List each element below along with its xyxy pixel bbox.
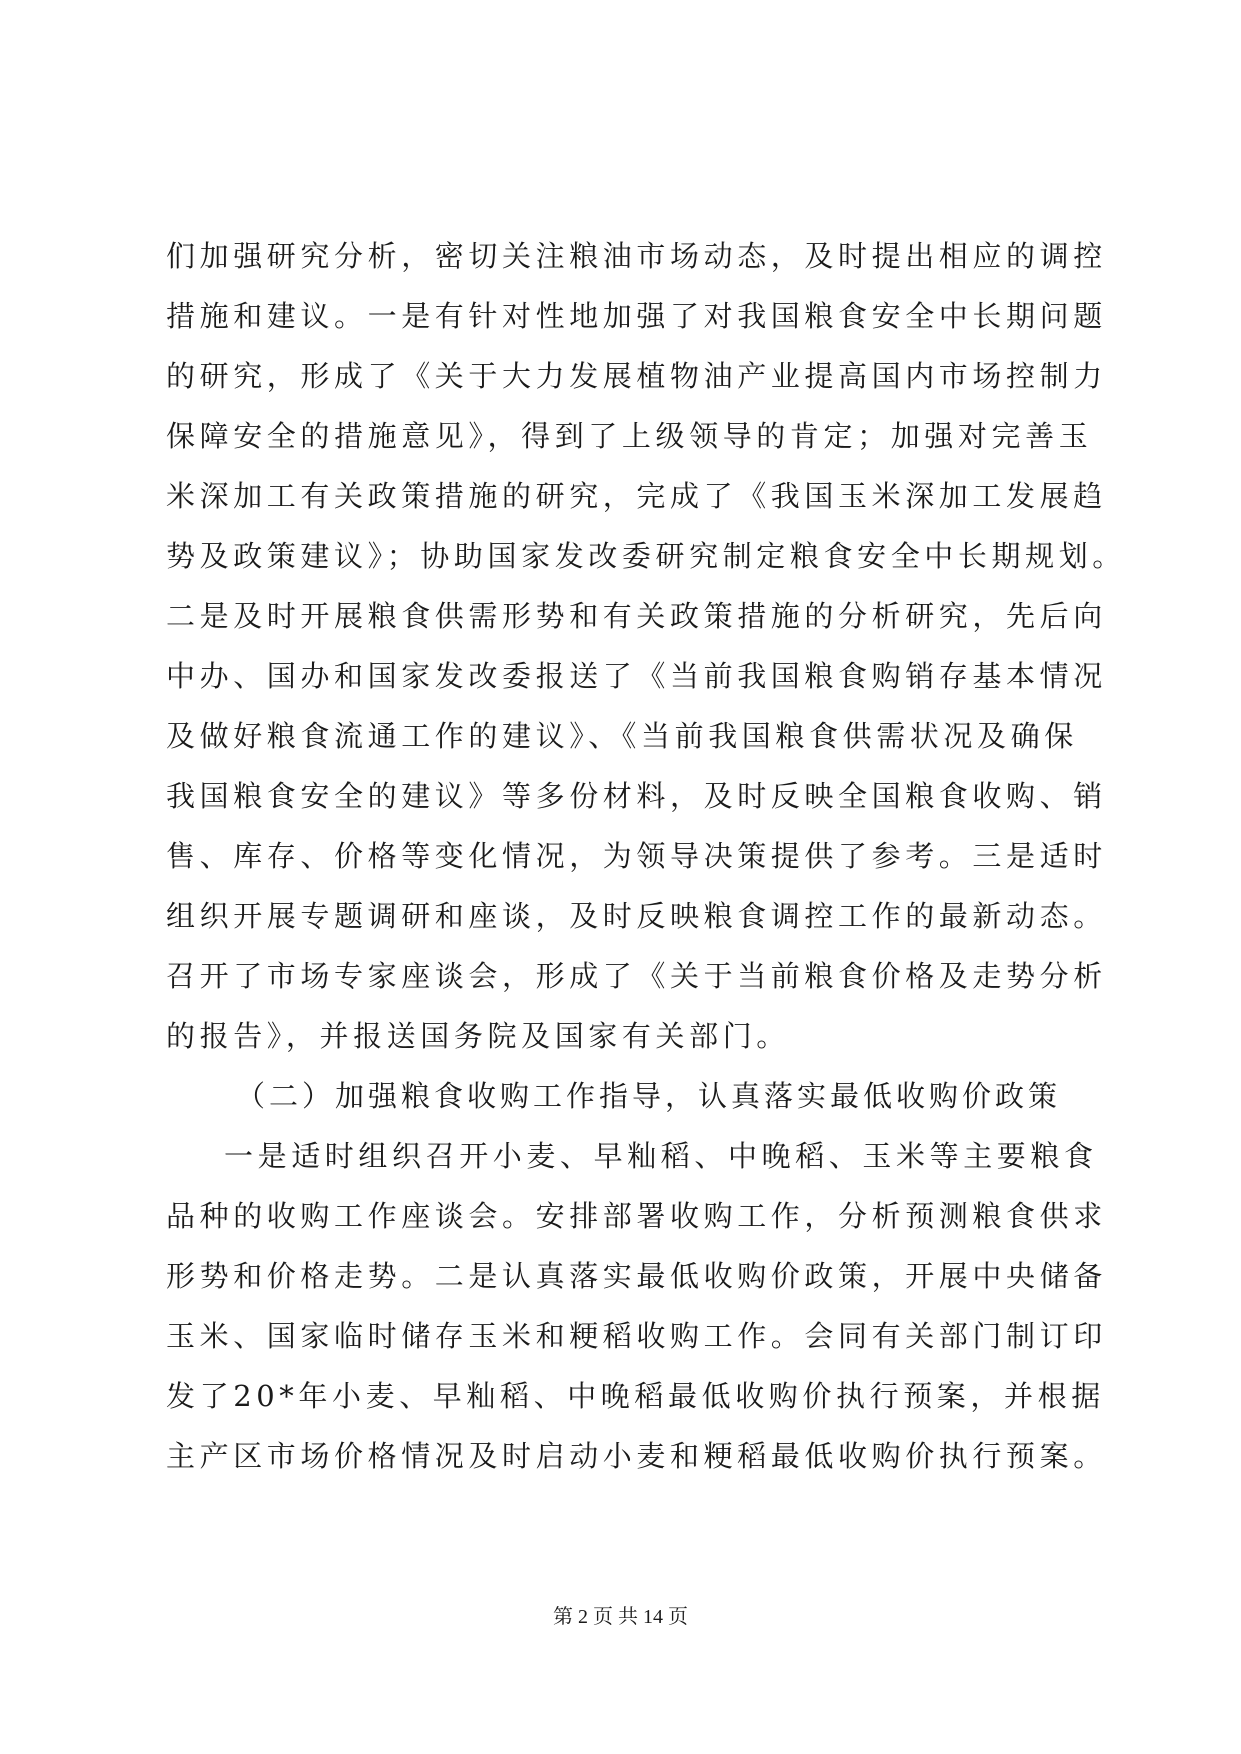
text-line: 召开了市场专家座谈会，形成了《关于当前粮食价格及走势分析 — [166, 959, 1107, 993]
text-line: 品种的收购工作座谈会。安排部署收购工作，分析预测粮食供求 — [166, 1199, 1107, 1233]
text-line: 玉米、国家临时储存玉米和粳稻收购工作。会同有关部门制订印 — [166, 1319, 1107, 1353]
text-line: 发了20*年小麦、早籼稻、中晚稻最低收购价执行预案，并根据 — [166, 1379, 1105, 1413]
text-line: 势及政策建议》；协助国家发改委研究制定粮食安全中长期规划。 — [166, 539, 1126, 573]
page-number-footer: 第 2 页 共 14 页 — [553, 1606, 688, 1628]
text-line: 的报告》，并报送国务院及国家有关部门。 — [166, 1019, 790, 1053]
text-line: 二是及时开展粮食供需形势和有关政策措施的分析研究，先后向 — [166, 599, 1107, 633]
text-line: 措施和建议。一是有针对性地加强了对我国粮食安全中长期问题 — [166, 299, 1107, 333]
text-line: 主产区市场价格情况及时启动小麦和粳稻最低收购价执行预案。 — [166, 1439, 1107, 1473]
paragraph-first-line: 一是适时组织召开小麦、早籼稻、中晚稻、玉米等主要粮食 — [224, 1139, 1098, 1173]
text-line: 米深加工有关政策措施的研究，完成了《我国玉米深加工发展趋 — [166, 479, 1107, 513]
document-body — [166, 226, 1126, 1486]
text-line: 中办、国办和国家发改委报送了《当前我国粮食购销存基本情况 — [166, 659, 1107, 693]
text-line: 售、库存、价格等变化情况，为领导决策提供了参考。三是适时 — [166, 839, 1107, 873]
section-heading: （二）加强粮食收购工作指导，认真落实最低收购价政策 — [236, 1079, 1062, 1113]
text-line: 及做好粮食流通工作的建议》、《当前我国粮食供需状况及确保 — [166, 719, 1078, 753]
text-line: 组织开展专题调研和座谈，及时反映粮食调控工作的最新动态。 — [166, 899, 1107, 933]
text-line: 们加强研究分析，密切关注粮油市场动态，及时提出相应的调控 — [166, 239, 1107, 273]
text-line: 我国粮食安全的建议》等多份材料，及时反映全国粮食收购、销 — [166, 779, 1107, 813]
text-line: 形势和价格走势。二是认真落实最低收购价政策，开展中央储备 — [166, 1259, 1107, 1293]
text-line: 保障安全的措施意见》，得到了上级领导的肯定；加强对完善玉 — [166, 419, 1093, 453]
text-line: 的研究，形成了《关于大力发展植物油产业提高国内市场控制力 — [166, 359, 1107, 393]
